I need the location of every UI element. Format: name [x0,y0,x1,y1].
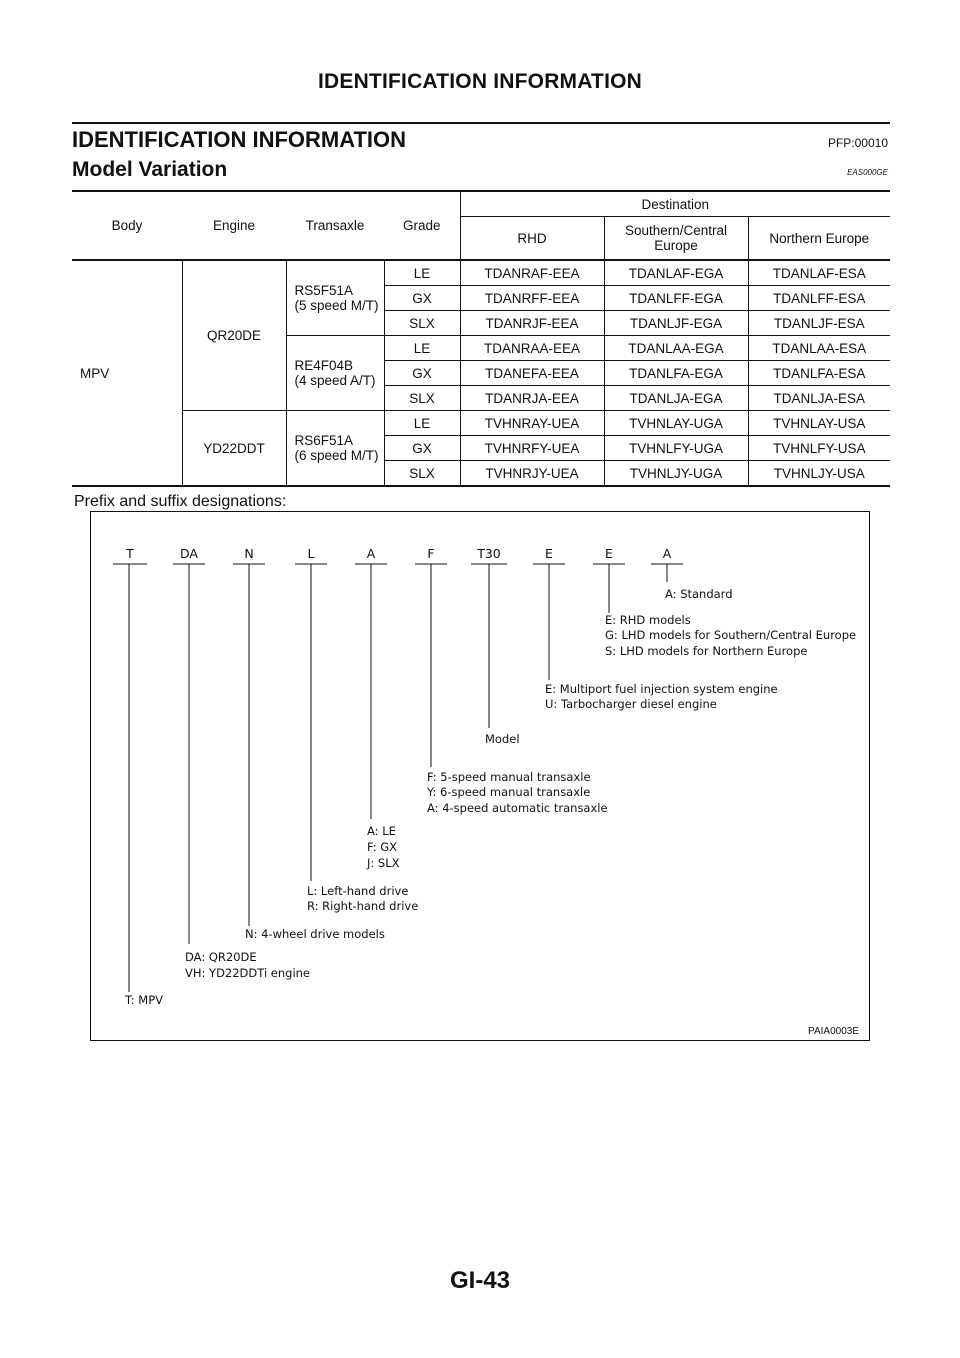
header-destination: Destination [460,191,890,217]
transaxle-detail: (6 speed M/T) [294,448,379,463]
code-label: T [126,546,134,561]
header-body: Body [72,191,182,260]
legend-line: DA: QR20DE [185,950,257,964]
code-label: E [605,546,613,561]
code-label: E [545,546,553,561]
grade-cell: GX [384,436,460,461]
transaxle-detail: (4 speed A/T) [294,373,376,388]
transaxle-detail: (5 speed M/T) [294,298,379,313]
grade-cell: SLX [384,311,460,336]
grade-cell: GX [384,286,460,311]
southern-cell: TDANLFF-EGA [604,286,748,311]
code-label: A [662,546,672,561]
grade-cell: LE [384,260,460,286]
legend-line: E: RHD models [605,613,691,627]
section-title: IDENTIFICATION INFORMATION [72,127,407,152]
table-row [72,411,890,436]
code-label: T30 [477,546,501,561]
legend-line: A: 4-speed automatic transaxle [427,801,608,815]
legend-line: R: Right-hand drive [307,899,419,913]
header-southern-central: Southern/Central Europe [604,217,748,261]
legend-line: N: 4-wheel drive models [245,927,385,941]
table-row [72,260,890,286]
legend-line: F: GX [367,840,398,854]
transaxle-name: RE4F04B [294,358,354,373]
prefix-suffix-diagram [90,511,870,1041]
legend-line: G: LHD models for Southern/Central Europe [605,628,857,642]
body-cell: MPV [80,365,110,381]
model-variation-table [72,190,890,487]
figure-id: PAIA0003E [808,1026,859,1037]
subsection-title: Model Variation [72,158,228,181]
rhd-cell: TDANRJF-EEA [460,311,604,336]
northern-cell: TDANLFA-ESA [748,361,890,386]
legend-line: Y: 6-speed manual transaxle [427,785,591,799]
rhd-cell: TDANRFF-EEA [460,286,604,311]
page-header: IDENTIFICATION INFORMATION [317,70,643,93]
header-transaxle: Transaxle [286,191,384,260]
rhd-cell: TDANEFA-EEA [460,361,604,386]
southern-cell: TVHNLJY-UGA [604,461,748,487]
code-label: N [244,546,254,561]
northern-cell: TDANLFF-ESA [748,286,890,311]
northern-cell: TVHNLJY-USA [748,461,890,487]
grade-cell: LE [384,411,460,436]
code-label: L [307,546,315,561]
code-label: DA [180,546,198,561]
legend-line: A: LE [367,824,396,838]
prefix-suffix-label: Prefix and suffix designations: [74,493,287,510]
northern-cell: TVHNLAY-USA [748,411,890,436]
rhd-cell: TVHNRFY-UEA [460,436,604,461]
rhd-cell: TVHNRJY-UEA [460,461,604,487]
northern-cell: TDANLAA-ESA [748,336,890,361]
header-grade: Grade [384,191,460,260]
legend-line: F: 5-speed manual transaxle [427,770,591,784]
rhd-cell: TDANRJA-EEA [460,386,604,411]
engine-cell: QR20DE [182,260,286,411]
transaxle-cell [286,336,384,411]
northern-cell: TDANLJF-ESA [748,311,890,336]
grade-cell: LE [384,336,460,361]
grade-cell: SLX [384,461,460,487]
transaxle-name: RS6F51A [294,433,354,448]
header-rule [72,122,890,124]
grade-cell: GX [384,361,460,386]
legend-line: VH: YD22DDTi engine [185,966,311,980]
legend-line: E: Multiport fuel injection system engine [545,682,778,696]
southern-cell: TDANLJA-EGA [604,386,748,411]
legend-line: U: Tarbocharger diesel engine [545,697,717,711]
header-northern: Northern Europe [748,217,890,261]
southern-cell: TDANLAA-EGA [604,336,748,361]
legend-line: J: SLX [367,856,400,870]
northern-cell: TVHNLFY-USA [748,436,890,461]
legend-line: A: Standard [665,587,733,601]
transaxle-cell [286,411,384,487]
southern-cell: TDANLAF-EGA [604,260,748,286]
legend-line: Model [485,732,520,746]
grade-cell: SLX [384,386,460,411]
rhd-cell: TDANRAF-EEA [460,260,604,286]
legend-line: L: Left-hand drive [307,884,409,898]
northern-cell: TDANLAF-ESA [748,260,890,286]
rhd-cell: TDANRAA-EEA [460,336,604,361]
rhd-cell: TVHNRAY-UEA [460,411,604,436]
transaxle-name: RS5F51A [294,283,354,298]
page-number: GI-43 [449,1267,511,1294]
southern-cell: TVHNLAY-UGA [604,411,748,436]
transaxle-cell [286,260,384,336]
legend-line: S: LHD models for Northern Europe [605,644,808,658]
section-code: EAS000GE [847,168,888,177]
pfp-code: PFP:00010 [827,136,888,150]
header-engine: Engine [182,191,286,260]
northern-cell: TDANLJA-ESA [748,386,890,411]
header-rhd: RHD [460,217,604,261]
engine-cell: YD22DDT [182,411,286,487]
southern-cell: TDANLFA-EGA [604,361,748,386]
code-label: A [366,546,376,561]
southern-cell: TDANLJF-EGA [604,311,748,336]
southern-cell: TVHNLFY-UGA [604,436,748,461]
code-label: F [427,546,435,561]
legend-line: T: MPV [125,993,164,1007]
